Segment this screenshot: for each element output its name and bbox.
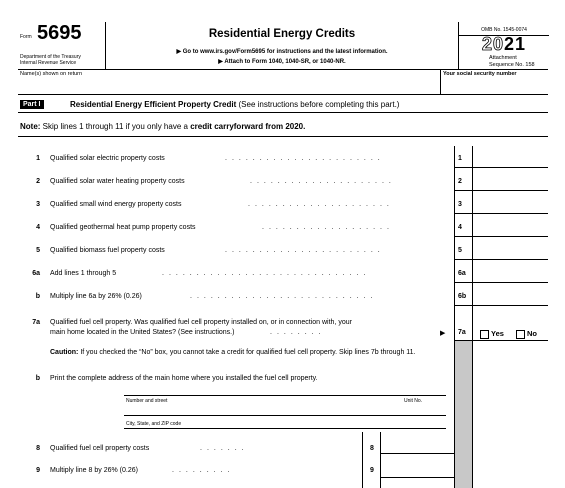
line-number: 9 — [36, 467, 40, 474]
amount-field-5[interactable] — [473, 237, 548, 259]
caution-body: If you checked the “No” box, you cannot take a credit for qualified fuel cell property. Skip lines 7b through 11. — [78, 349, 416, 356]
part1-header — [18, 97, 548, 113]
box-2: 2 — [458, 178, 462, 185]
note-row — [18, 113, 548, 137]
form-title: Residential Energy Credits — [208, 28, 356, 40]
line9-amount[interactable] — [381, 454, 454, 478]
line-number: b — [35, 293, 40, 300]
street-line-top — [124, 395, 446, 396]
arrow-icon: ▶ — [440, 330, 446, 337]
line-number: 1 — [36, 155, 40, 162]
leader-dots: .............................. — [162, 270, 371, 277]
line-number: 7a — [32, 319, 40, 326]
amount-field-4[interactable] — [473, 214, 548, 236]
dept-line1: Department of the Treasury — [20, 54, 81, 60]
form-header — [18, 22, 548, 70]
amount-field-2[interactable] — [473, 168, 548, 190]
ssn-field[interactable] — [440, 70, 548, 95]
line-text: Qualified biomass fuel property costs — [50, 247, 165, 254]
line-rule — [454, 305, 548, 306]
dept-line2: Internal Revenue Service — [20, 60, 77, 66]
city-input[interactable] — [124, 428, 446, 429]
note-label: Note: — [20, 122, 41, 131]
line-number: b — [35, 375, 40, 382]
form-number: 5695 — [37, 22, 82, 44]
caution-text — [50, 348, 450, 357]
line-text: Add lines 1 through 5 — [50, 270, 117, 277]
line-number: 5 — [36, 247, 40, 254]
part1-title — [70, 100, 399, 109]
note-text-bold: credit carryforward from 2020. — [190, 122, 306, 131]
form-word: Form — [20, 34, 32, 40]
leader-dots: ....................... — [225, 247, 385, 254]
box-6b: 6b — [458, 293, 467, 300]
line-text: Qualified geothermal heat pump property costs — [50, 224, 196, 231]
line-text: Multiply line 8 by 26% (0.26) — [50, 467, 138, 474]
unit-label[interactable]: Unit No. — [404, 398, 423, 404]
leader-dots: ..................... — [250, 178, 396, 185]
line8-amount[interactable] — [381, 432, 454, 454]
box-6a: 6a — [458, 270, 466, 277]
yes-option[interactable] — [480, 329, 504, 339]
line-number: 2 — [36, 178, 40, 185]
leader-dots: ................... — [262, 224, 394, 231]
line-number: 4 — [36, 224, 40, 231]
leader-dots: ........................... — [190, 293, 378, 300]
omb-block — [458, 22, 548, 70]
line-text: Qualified solar water heating property costs — [50, 178, 185, 185]
part1-tag: Part I — [20, 100, 44, 109]
leader-dots: ........ — [270, 329, 326, 336]
instructions-line: ▶ Go to www.irs.gov/Form5695 for instructions and the latest information. — [176, 49, 388, 55]
line-number: 3 — [36, 201, 40, 208]
year-suffix: 21 — [504, 34, 527, 54]
box-1: 1 — [458, 155, 462, 162]
attachment-label: Attachment — [489, 55, 517, 61]
line-text-1: Qualified fuel cell property. Was qualified fuel cell property installed on, or in connection with, your — [50, 319, 352, 326]
name-row — [18, 70, 548, 95]
form-id-block — [18, 22, 106, 70]
line-text: Qualified fuel cell property costs — [50, 445, 150, 452]
line-text: Qualified solar electric property costs — [50, 155, 165, 162]
no-option[interactable] — [516, 329, 537, 339]
box-5: 5 — [458, 247, 462, 254]
caution-label: Caution: — [50, 349, 79, 356]
line8-number-col — [362, 432, 381, 488]
yes-checkbox[interactable] — [480, 330, 489, 339]
city-label: City, State, and ZIP code — [126, 421, 182, 427]
street-label: Number and street — [126, 398, 168, 404]
sequence-label: Sequence No. 158 — [489, 62, 535, 68]
line-text: Print the complete address of the main home where you installed the fuel cell property. — [50, 375, 318, 382]
leader-dots: ....... — [200, 445, 249, 452]
rule-7a — [454, 340, 548, 341]
omb-number: OMB No. 1545-0074 — [459, 27, 549, 36]
ssn-label: Your social security number — [443, 71, 517, 77]
line-number: 6a — [32, 270, 40, 277]
line-text: Multiply line 6a by 26% (0.26) — [50, 293, 142, 300]
note-text — [20, 122, 305, 131]
line-text-2: main home located in the United States? (See instructions.) — [50, 329, 235, 336]
amount-field-1[interactable] — [473, 145, 548, 167]
line-number-column-shaded — [454, 340, 473, 488]
year-prefix: 20 — [481, 34, 504, 54]
amount-field-6a[interactable] — [473, 260, 548, 282]
line-number-column — [454, 146, 473, 340]
leader-dots: ....................... — [225, 155, 385, 162]
no-checkbox[interactable] — [516, 330, 525, 339]
amount-field-3[interactable] — [473, 191, 548, 213]
line-text: Qualified small wind energy property costs — [50, 201, 182, 208]
street-input[interactable] — [124, 406, 446, 416]
leader-dots: ..................... — [248, 201, 394, 208]
line-number: 8 — [36, 445, 40, 452]
name-label: Name(s) shown on return — [20, 71, 83, 77]
box-7a: 7a — [458, 329, 466, 336]
tax-year — [459, 34, 549, 55]
yes-label: Yes — [491, 329, 504, 338]
leader-dots: ......... — [172, 467, 235, 474]
part1-title-bold: Residential Energy Efficient Property Credit — [70, 100, 237, 109]
no-label: No — [527, 329, 537, 338]
box-8: 8 — [370, 445, 374, 452]
box-4: 4 — [458, 224, 462, 231]
attach-line: ▶ Attach to Form 1040, 1040-SR, or 1040-NR. — [218, 59, 346, 65]
box-9: 9 — [370, 467, 374, 474]
box-3: 3 — [458, 201, 462, 208]
note-text-a: Skip lines 1 through 11 if you only have a — [40, 122, 191, 131]
amount-field-6b[interactable] — [473, 283, 548, 305]
part1-title-rest: (See instructions before completing this part.) — [236, 100, 400, 109]
